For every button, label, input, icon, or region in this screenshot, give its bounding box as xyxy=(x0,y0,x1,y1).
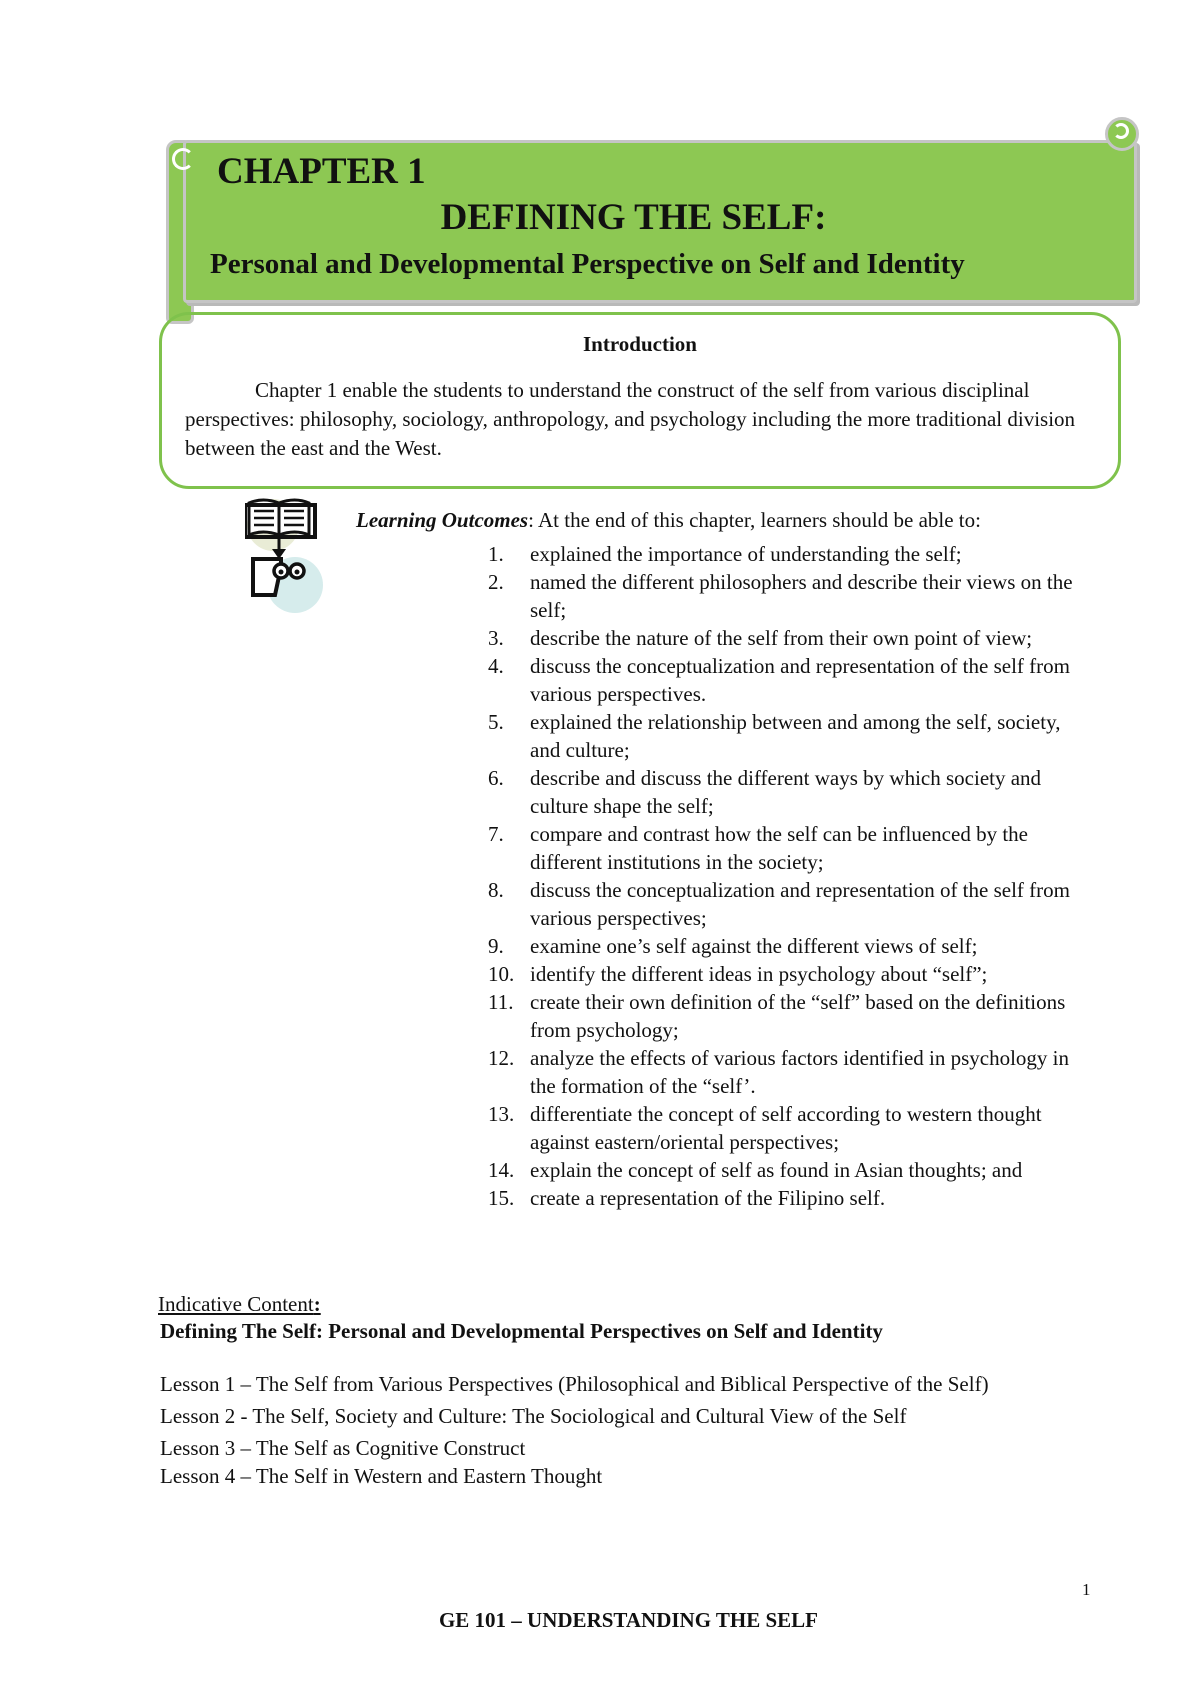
list-item xyxy=(488,568,1088,624)
list-item xyxy=(488,764,1088,820)
scroll-curl-decoration xyxy=(172,148,194,170)
list-item-number: 3. xyxy=(488,626,504,650)
chapter-subtitle: Personal and Developmental Perspective on Self and Identity xyxy=(210,248,965,280)
list-item xyxy=(488,1100,1088,1156)
learning-outcomes-lead: : At the end of this chapter, learners should be able to: xyxy=(528,508,981,532)
list-item-number: 9. xyxy=(488,934,504,958)
list-item-text: examine one’s self against the different views of self; xyxy=(530,934,978,958)
learning-outcomes-label: Learning Outcomes xyxy=(356,508,529,532)
lesson-item: Lesson 3 – The Self as Cognitive Construct xyxy=(160,1436,526,1460)
lesson-list xyxy=(160,1370,1100,1490)
list-item-number: 2. xyxy=(488,570,504,594)
list-item-number: 10. xyxy=(488,962,515,986)
list-item-text: differentiate the concept of self according to western thought against eastern/oriental perspectives; xyxy=(530,1102,1042,1154)
list-item xyxy=(488,960,1088,988)
list-item-number: 4. xyxy=(488,654,504,678)
list-item-text: discuss the conceptualization and representation of the self from various perspectives. xyxy=(530,654,1070,706)
indicative-content-title: Defining The Self: Personal and Developmental Perspectives on Self and Identity xyxy=(160,1319,883,1343)
book-learner-icon xyxy=(245,495,325,615)
introduction-text: Chapter 1 enable the students to understand the construct of the self from various disciplinal perspectives: philosophy, sociology, anthropology, and psychology including the more traditional division between the east and the West. xyxy=(185,378,1076,460)
list-item-text: explain the concept of self as found in Asian thoughts; and xyxy=(530,1158,1023,1182)
list-item xyxy=(488,652,1088,708)
list-item-number: 14. xyxy=(488,1158,515,1182)
introduction-heading: Introduction xyxy=(583,332,697,356)
list-item-text: compare and contrast how the self can be influenced by the different institutions in the society; xyxy=(530,822,1028,874)
lesson-item: Lesson 2 - The Self, Society and Culture: The Sociological and Cultural View of the Self xyxy=(160,1404,907,1428)
indicative-content-colon: : xyxy=(313,1292,321,1316)
list-item-text: explained the importance of understanding the self; xyxy=(530,542,962,566)
list-item-text: discuss the conceptualization and representation of the self from various perspectives; xyxy=(530,878,1070,930)
page-number: 1 xyxy=(1082,1580,1091,1599)
chapter-title: DEFINING THE SELF: xyxy=(440,197,827,238)
list-item xyxy=(488,988,1088,1044)
list-item-number: 12. xyxy=(488,1046,515,1070)
list-item-number: 11. xyxy=(488,990,514,1014)
lesson-item: Lesson 1 – The Self from Various Perspectives (Philosophical and Biblical Perspective of the Self) xyxy=(160,1372,989,1396)
learning-outcomes-list xyxy=(488,540,1088,1212)
list-item xyxy=(488,624,1088,652)
list-item-number: 13. xyxy=(488,1102,515,1126)
list-item xyxy=(488,876,1088,932)
list-item xyxy=(488,1044,1088,1100)
list-item-text: explained the relationship between and among the self, society, and culture; xyxy=(530,710,1061,762)
list-item-text: describe the nature of the self from their own point of view; xyxy=(530,626,1033,650)
list-item xyxy=(488,820,1088,876)
list-item-text: identify the different ideas in psychology about “self”; xyxy=(530,962,988,986)
indicative-content-label xyxy=(158,1292,321,1317)
list-item xyxy=(488,1156,1088,1184)
list-item-text: create a representation of the Filipino self. xyxy=(530,1186,886,1210)
list-item xyxy=(488,932,1088,960)
list-item-text: analyze the effects of various factors identified in psychology in the formation of the “self’. xyxy=(530,1046,1070,1098)
chapter-label: CHAPTER 1 xyxy=(217,151,426,192)
list-item-number: 1. xyxy=(488,542,504,566)
lesson-item: Lesson 4 – The Self in Western and Eastern Thought xyxy=(160,1464,603,1488)
list-item-number: 6. xyxy=(488,766,504,790)
list-item-text: named the different philosophers and describe their views on the self; xyxy=(530,570,1073,622)
list-item xyxy=(488,540,1088,568)
scroll-curl-decoration xyxy=(1113,123,1129,139)
list-item-number: 5. xyxy=(488,710,504,734)
list-item-number: 7. xyxy=(488,822,504,846)
page-footer: GE 101 – UNDERSTANDING THE SELF xyxy=(438,1608,819,1632)
list-item-text: create their own definition of the “self” based on the definitions from psychology; xyxy=(530,990,1066,1042)
learning-outcomes-intro xyxy=(356,508,981,533)
list-item-number: 15. xyxy=(488,1186,515,1210)
list-item xyxy=(488,708,1088,764)
list-item-text: describe and discuss the different ways by which society and culture shape the self; xyxy=(530,766,1042,818)
list-item-number: 8. xyxy=(488,878,504,902)
indicative-content-label-text: Indicative Content xyxy=(158,1292,314,1316)
list-item xyxy=(488,1184,1088,1212)
